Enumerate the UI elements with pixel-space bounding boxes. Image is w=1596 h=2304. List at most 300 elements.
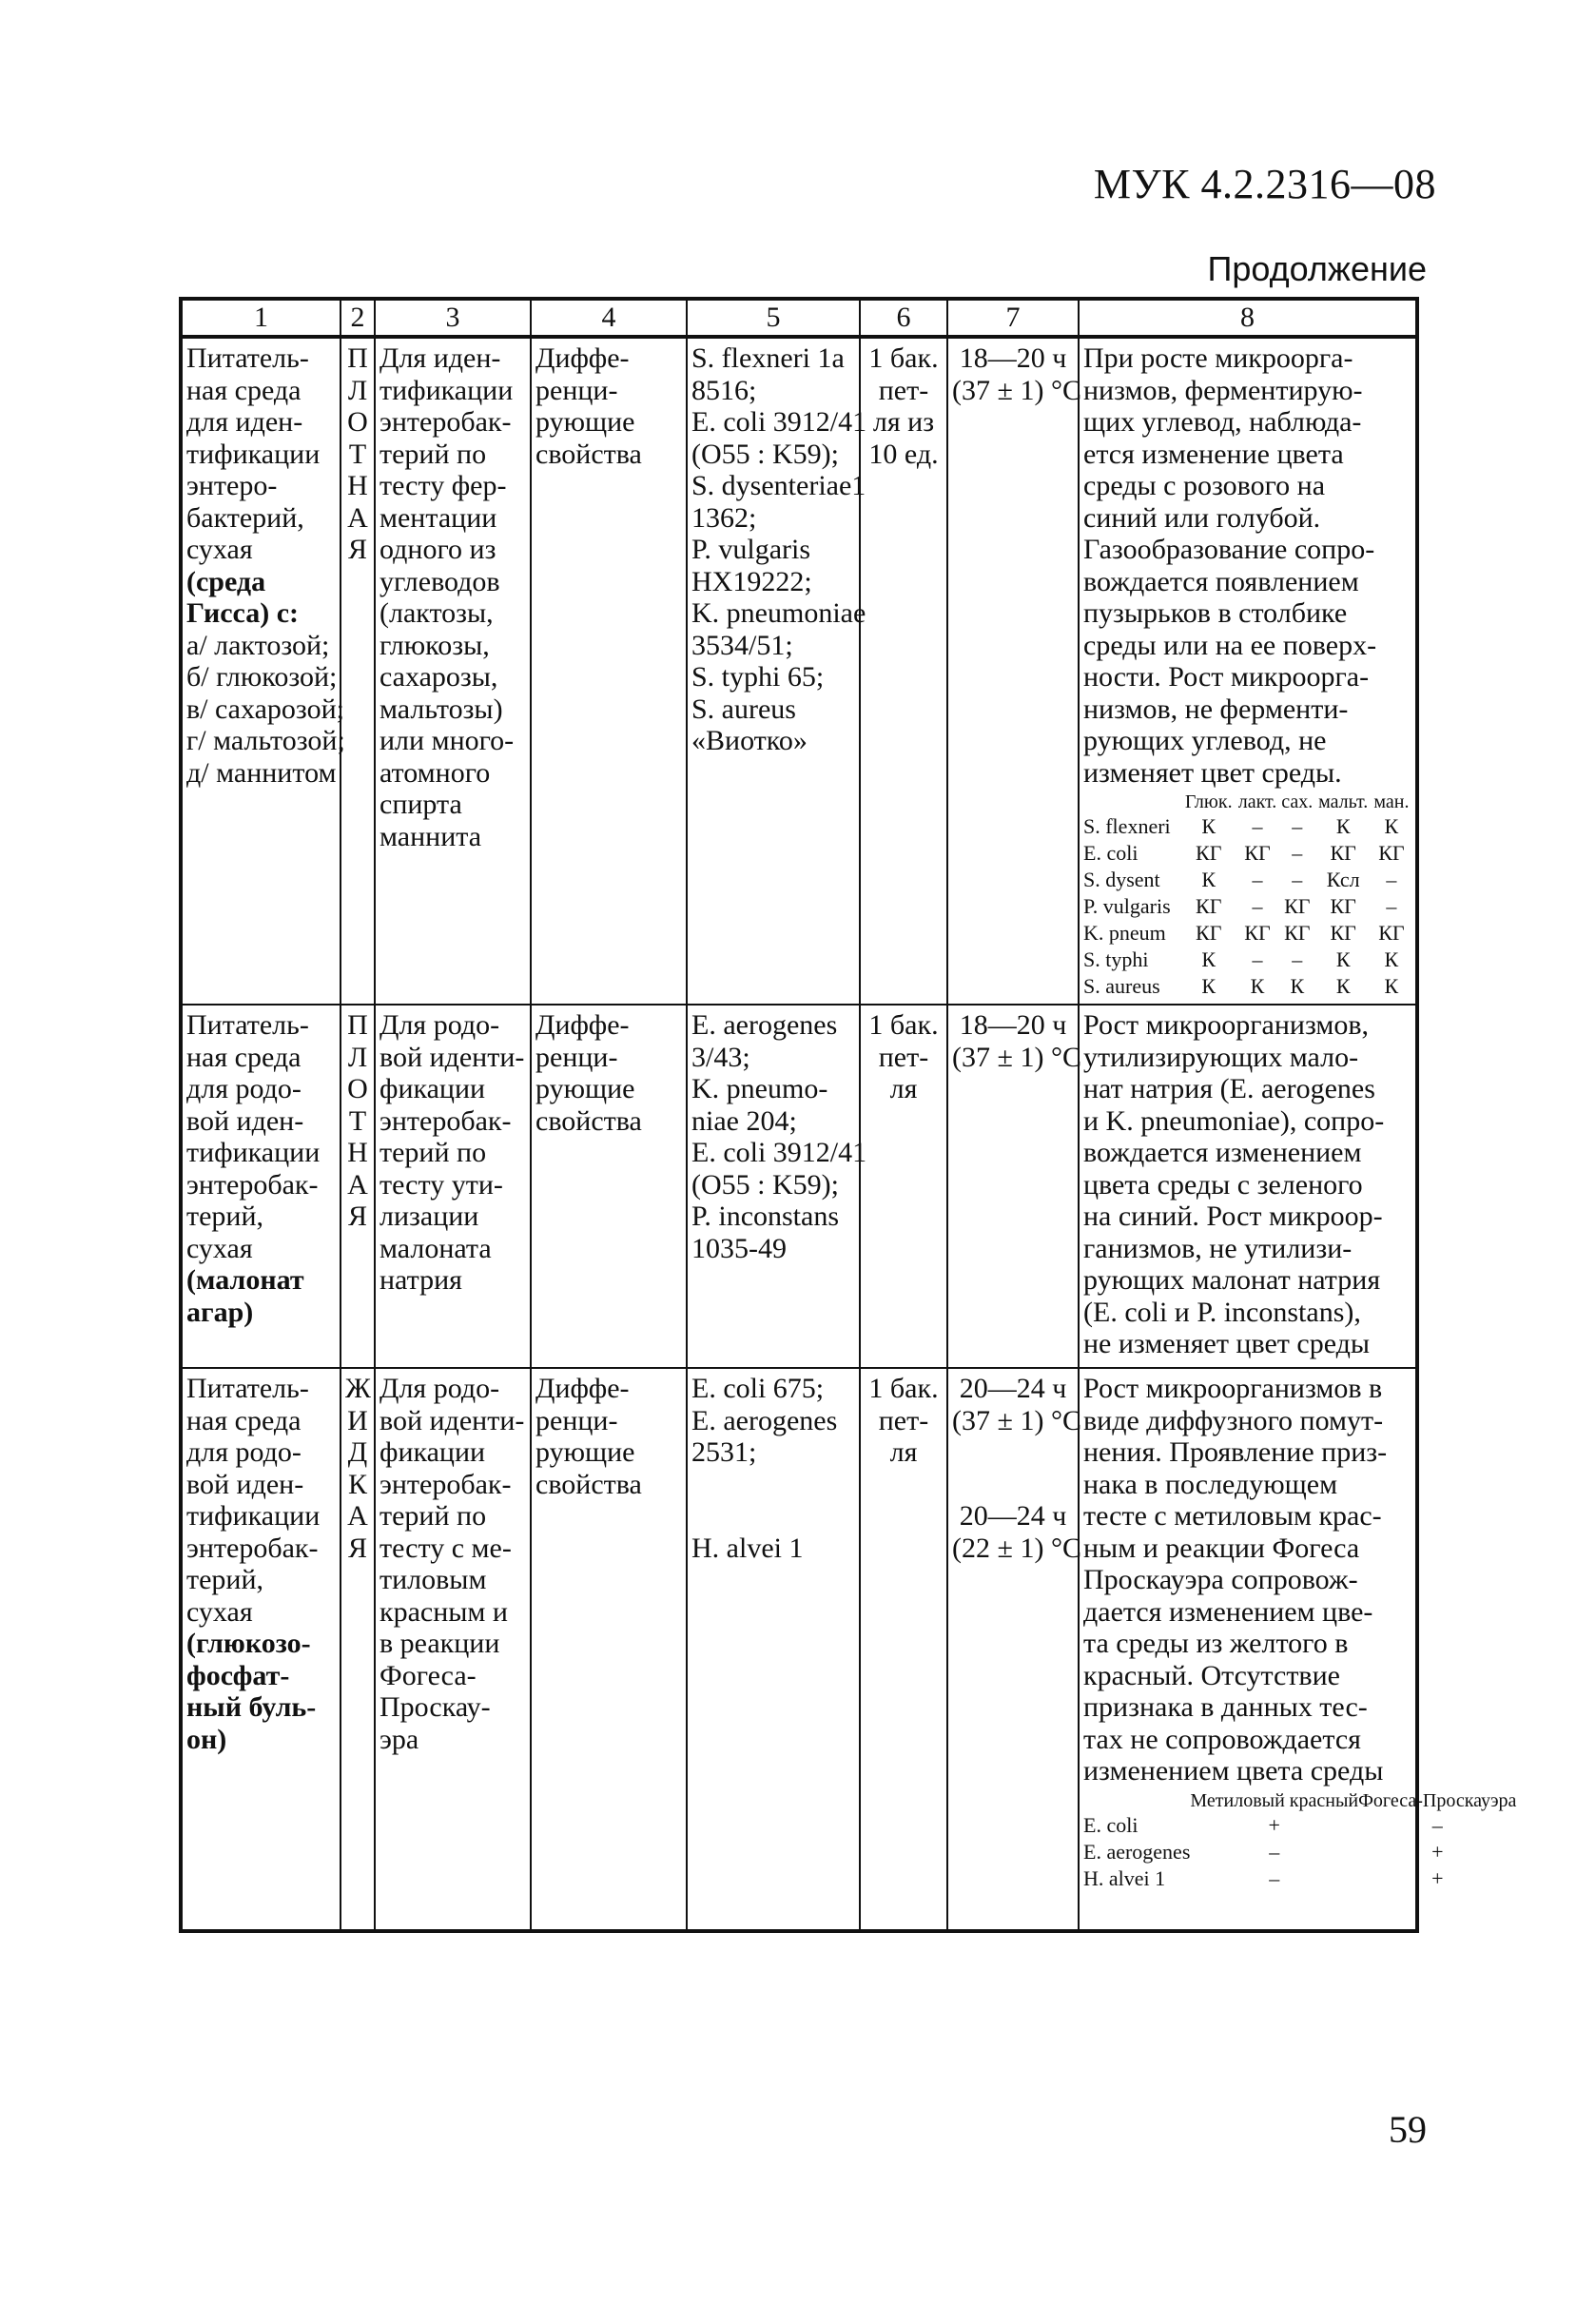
cell-line: бактерий,: [186, 501, 304, 534]
reaction-value: КГ: [1330, 921, 1356, 945]
cell-line: спирта: [380, 789, 462, 820]
reaction-value: К: [1335, 947, 1351, 971]
cell-line: (37 ± 1) °С: [952, 1404, 1081, 1436]
inoculum-cell: [860, 1005, 947, 1368]
cell-line: Питатель-: [186, 342, 309, 374]
reaction-value: –: [1292, 947, 1303, 971]
consistency-letter: Н: [347, 1137, 368, 1168]
consistency-letter: И: [347, 1404, 368, 1436]
column-header: 3: [375, 299, 531, 337]
cell-line: ганизмов, не утилизи-: [1083, 1232, 1353, 1264]
cell-line: не изменяет цвет среды: [1083, 1328, 1371, 1359]
table-row: [181, 1005, 1417, 1368]
cell-line: (37 ± 1) °С: [952, 1041, 1081, 1073]
cell-line: 1035-49: [691, 1232, 787, 1264]
purpose-cell: [375, 1005, 531, 1368]
cell-line-bold: (малонат: [186, 1264, 304, 1296]
result-cell: [1079, 1368, 1517, 1931]
cell-line: тификации: [186, 1500, 321, 1532]
result-cell: [1079, 1005, 1417, 1368]
consistency-letter: Я: [347, 1201, 367, 1232]
cell-line: K. pneumo-: [691, 1073, 828, 1104]
cell-line: терий по: [380, 438, 487, 470]
subtable-header: лакт.: [1237, 791, 1277, 812]
consistency-letter: Н: [347, 470, 368, 501]
test-strains-cell: [687, 337, 867, 1005]
cell-line: сухая: [186, 1232, 253, 1264]
column-header: 6: [860, 299, 947, 337]
cell-line: ренци-: [535, 374, 618, 406]
cell-line: малоната: [380, 1232, 492, 1264]
reaction-value: КГ: [1330, 841, 1356, 865]
cell-line: низмов, не ферменти-: [1083, 693, 1349, 725]
reaction-value: К: [1384, 974, 1399, 998]
cell-line: на синий. Рост микроор-: [1083, 1201, 1383, 1232]
cell-line: 20—24 ч: [959, 1500, 1067, 1532]
cell-line: одного из: [380, 534, 496, 565]
cell-line: (22 ± 1) °С: [952, 1532, 1081, 1564]
cell-line: рующие: [535, 1436, 635, 1468]
consistency-letter: О: [347, 1073, 368, 1104]
subtable-header: [1083, 1789, 1190, 1812]
cell-line: свойства: [535, 1104, 642, 1137]
cell-line: свойства: [535, 1468, 642, 1500]
subtable-row: [1083, 920, 1411, 947]
cell-line: вой иденти-: [380, 1041, 525, 1073]
reaction-value: +: [1268, 1812, 1280, 1837]
cell-line: для родо-: [186, 1073, 302, 1104]
cell-line: тификации: [186, 1137, 321, 1168]
cell-line: эра: [380, 1723, 419, 1755]
cell-line: Рост микроорганизмов в: [1083, 1373, 1383, 1404]
subtable-header-row: [1083, 1789, 1516, 1812]
cell-line: 2531;: [691, 1436, 757, 1468]
consistency-cell: [341, 1005, 375, 1368]
organism-label: S. dysent: [1083, 868, 1160, 891]
cell-line: вой иден-: [186, 1104, 304, 1137]
cell-line: среды с розового на: [1083, 470, 1326, 501]
cell-line: Для иден-: [380, 342, 501, 374]
cell-line-bold: ный буль-: [186, 1691, 317, 1723]
cell-line: 1 бак.: [868, 1009, 939, 1041]
cell-line: 20—24 ч: [959, 1373, 1067, 1404]
subtable-row: [1083, 893, 1411, 920]
cell-line: Питатель-: [186, 1373, 309, 1404]
reaction-value: КГ: [1244, 921, 1271, 945]
cell-line: тесту с ме-: [380, 1532, 512, 1564]
cell-line: признака в данных тес-: [1083, 1691, 1368, 1723]
reaction-value: –: [1431, 1812, 1443, 1837]
cell-line-bold: (глюкозо-: [186, 1628, 311, 1659]
consistency-cell: [341, 1368, 375, 1931]
column-header: 8: [1079, 299, 1417, 337]
cell-line: K. pneumoniae: [691, 597, 866, 629]
reaction-value: КГ: [1378, 841, 1405, 865]
cell-line: niae 204;: [691, 1104, 797, 1137]
page-number: 59: [1389, 2108, 1427, 2151]
organism-label: S. aureus: [1083, 974, 1160, 998]
cell-line: фикации: [380, 1436, 486, 1468]
cell-line: атомного: [380, 756, 491, 789]
cell-line: (O55 : K59);: [691, 1168, 839, 1201]
cell-line: в реакции: [380, 1628, 500, 1659]
cell-line: вой иден-: [186, 1468, 304, 1500]
cell-line: нака в последующем: [1083, 1468, 1338, 1500]
cell-line: энтеробак-: [186, 1532, 319, 1564]
cell-line: S. flexneri 1a: [691, 342, 845, 374]
cell-line: рующих малонат натрия: [1083, 1264, 1381, 1296]
consistency-letter: А: [347, 1500, 368, 1532]
cell-line: 1362;: [691, 501, 757, 534]
consistency-letter: Д: [347, 1436, 368, 1468]
cell-line: энтеро-: [186, 470, 278, 501]
reaction-value: К: [1201, 868, 1216, 891]
cell-line: HX19222;: [691, 565, 812, 597]
cell-line: терий по: [380, 1137, 487, 1168]
consistency-letter: П: [347, 1009, 368, 1041]
cell-line: углеводов: [380, 565, 500, 597]
table-header-row: [181, 299, 1417, 337]
consistency-letter: А: [347, 501, 368, 534]
cell-line: тесте с метиловым крас-: [1083, 1500, 1382, 1532]
reaction-value: К: [1290, 974, 1305, 998]
cell-line: пет-: [878, 374, 929, 406]
reaction-value: –: [1386, 868, 1397, 891]
cell-line: E. coli 675;: [691, 1373, 825, 1404]
cell-line: щих углевод, наблюда-: [1083, 406, 1362, 438]
subtable-header: [1083, 791, 1182, 813]
subtable-row: [1083, 867, 1411, 893]
cell-line: вождается появлением: [1083, 565, 1359, 597]
cell-line: красный. Отсутствие: [1083, 1659, 1340, 1691]
cell-line: ля: [889, 1073, 918, 1104]
cell-line: рующих углевод, не: [1083, 725, 1327, 756]
cell-line: для иден-: [186, 406, 303, 438]
cell-line: Диффе-: [535, 1373, 630, 1404]
cell-line: пет-: [878, 1404, 929, 1436]
cell-line: 1 бак.: [868, 1373, 939, 1404]
subtable-row: [1083, 813, 1411, 840]
reaction-value: –: [1386, 894, 1397, 918]
subtable-header: сах.: [1281, 791, 1314, 812]
consistency-letter: О: [347, 406, 368, 438]
cell-line: ется изменение цвета: [1083, 438, 1344, 470]
cell-line: изменяет цвет среды.: [1083, 756, 1342, 789]
cell-line: сухая: [186, 1595, 253, 1628]
cell-line: лизации: [380, 1201, 479, 1232]
cell-line: (O55 : K59);: [691, 438, 839, 470]
cell-line: P. inconstans: [691, 1201, 840, 1232]
cell-line: маннита: [380, 820, 482, 852]
test-strains-cell: [687, 1005, 867, 1368]
fermentation-subtable: [1083, 791, 1411, 1000]
cell-line-bold: агар): [186, 1296, 254, 1328]
cell-line: 18—20 ч: [959, 342, 1067, 374]
reaction-value: –: [1252, 947, 1263, 971]
subtable-header: Метиловый красный: [1190, 1789, 1359, 1811]
consistency-letter: Т: [348, 1104, 367, 1137]
reaction-value: К: [1201, 974, 1216, 998]
cell-line: тификации: [186, 438, 321, 470]
cell-line-bold: (среда: [186, 565, 266, 597]
consistency-letter: Т: [348, 438, 367, 470]
cell-line: г/ мальтозой;: [186, 725, 345, 756]
organism-label: E. aerogenes: [1083, 1839, 1191, 1864]
organism-label: E. coli: [1083, 1812, 1139, 1837]
cell-line: ля: [889, 1436, 918, 1468]
cell-line: энтеробак-: [380, 1104, 512, 1137]
medium-name-cell: [181, 1368, 341, 1931]
indicator-cell: [531, 1005, 687, 1368]
cell-line: рующие: [535, 406, 635, 438]
column-header: 1: [181, 299, 341, 337]
reaction-value: КГ: [1196, 841, 1222, 865]
subtable-row: [1083, 1865, 1516, 1892]
organism-label: P. vulgaris: [1083, 894, 1171, 918]
spacer: [952, 1436, 1074, 1500]
cell-line: Диффе-: [535, 1009, 630, 1041]
cell-line: б/ глюкозой;: [186, 661, 338, 693]
cell-line: ля из: [872, 406, 935, 438]
cell-line: терий,: [186, 1564, 264, 1595]
cell-line: тесту ути-: [380, 1168, 503, 1201]
inoculum-cell: [860, 337, 947, 1005]
subtable-row: [1083, 1839, 1516, 1865]
cell-line: тах не сопровождается: [1083, 1723, 1361, 1755]
inoculum-cell: [860, 1368, 947, 1931]
reaction-value: +: [1431, 1839, 1444, 1864]
cell-line: P. vulgaris: [691, 534, 811, 565]
cell-line: энтеробак-: [380, 406, 512, 438]
reaction-value: +: [1431, 1865, 1444, 1890]
cell-line: Для родо-: [380, 1373, 500, 1404]
cell-line: ности. Рост микроорга-: [1083, 661, 1370, 693]
incubation-cell: [947, 337, 1079, 1005]
cell-line: та среды из желтого в: [1083, 1628, 1349, 1659]
cell-line: ренци-: [535, 1041, 618, 1073]
reaction-value: –: [1252, 814, 1263, 838]
cell-line: 3534/51;: [691, 629, 793, 661]
consistency-letter: Я: [347, 1532, 367, 1564]
cell-line-bold: он): [186, 1723, 227, 1755]
indicator-cell: [531, 337, 687, 1005]
subtable-header: ман.: [1373, 791, 1410, 812]
cell-line: тиловым: [380, 1564, 487, 1595]
column-header: 5: [687, 299, 860, 337]
subtable-row: [1083, 840, 1411, 867]
incubation-cell: [947, 1368, 1079, 1931]
column-header: 2: [341, 299, 375, 337]
reaction-value: КГ: [1284, 921, 1311, 945]
reaction-value: К: [1201, 814, 1216, 838]
cell-line: мальтозы): [380, 693, 503, 725]
cell-line: S. aureus: [691, 693, 796, 725]
cell-line: (лактозы,: [380, 597, 494, 629]
organism-label: K. pneum: [1083, 921, 1166, 945]
incubation-cell: [947, 1005, 1079, 1368]
reaction-value: КГ: [1378, 921, 1405, 945]
cell-line: вой иденти-: [380, 1404, 525, 1436]
consistency-letter: А: [347, 1168, 368, 1201]
cell-line: цвета среды с зеленого: [1083, 1168, 1363, 1201]
purpose-cell: [375, 1368, 531, 1931]
result-cell: [1079, 337, 1417, 1005]
cell-line: сахарозы,: [380, 661, 498, 693]
reaction-value: К: [1384, 814, 1399, 838]
table-row: [181, 1368, 1417, 1931]
cell-line: нат натрия (E. aerogenes: [1083, 1073, 1375, 1104]
reaction-value: –: [1269, 1839, 1280, 1864]
column-header: 7: [947, 299, 1079, 337]
cell-line: терий,: [186, 1201, 264, 1232]
consistency-letter: Л: [347, 1041, 368, 1073]
cell-line: ментации: [380, 501, 497, 534]
cell-line: а/ лактозой;: [186, 629, 330, 661]
reaction-value: Ксл: [1326, 868, 1360, 891]
cell-line: или много-: [380, 725, 515, 756]
subtable-row: [1083, 947, 1411, 973]
cell-line: Питатель-: [186, 1009, 309, 1041]
purpose-cell: [375, 337, 531, 1005]
cell-line: нения. Проявление приз-: [1083, 1436, 1388, 1468]
mr-vp-subtable: [1083, 1789, 1516, 1892]
cell-line: рующие: [535, 1073, 635, 1104]
organism-label: S. flexneri: [1083, 814, 1171, 838]
cell-line: 18—20 ч: [959, 1009, 1067, 1041]
cell-line: E. aerogenes: [691, 1009, 838, 1041]
cell-line: терий по: [380, 1500, 487, 1532]
cell-line: Газообразование сопро-: [1083, 534, 1375, 565]
cell-line: ная среда: [186, 1404, 302, 1436]
cell-line: для родо-: [186, 1436, 302, 1468]
subtable-header: Фогеса-Проскауэра: [1358, 1789, 1517, 1811]
subtable-header-row: [1083, 791, 1411, 813]
cell-line: фикации: [380, 1073, 486, 1104]
consistency-letter: Ж: [345, 1373, 371, 1404]
test-strains-cell: [687, 1368, 860, 1931]
cell-line: ная среда: [186, 1041, 302, 1073]
reaction-value: К: [1335, 974, 1351, 998]
reaction-value: –: [1292, 868, 1303, 891]
reaction-value: –: [1252, 868, 1263, 891]
reaction-value: К: [1384, 947, 1399, 971]
cell-line: (37 ± 1) °С: [952, 374, 1081, 406]
subtable-row: [1083, 1812, 1516, 1839]
document-code: МУК 4.2.2316—08: [1093, 161, 1436, 207]
medium-name-cell: [181, 1005, 341, 1368]
consistency-letter: К: [347, 1468, 367, 1500]
cell-line: вождается изменением: [1083, 1137, 1362, 1168]
cell-line: энтеробак-: [186, 1168, 319, 1201]
cell-line: дается изменением цве-: [1083, 1595, 1373, 1628]
cell-line: в/ сахарозой;: [186, 693, 344, 725]
reaction-value: КГ: [1330, 894, 1356, 918]
cell-line: E. coli 3912/41: [691, 1137, 867, 1168]
cell-line: энтеробак-: [380, 1468, 512, 1500]
reaction-value: –: [1252, 894, 1263, 918]
cell-line: Фогеса-: [380, 1659, 477, 1691]
consistency-letter: Л: [347, 374, 368, 406]
cell-line: красным и: [380, 1595, 508, 1628]
indicator-cell: [531, 1368, 687, 1931]
cell-line-bold: фосфат-: [186, 1659, 290, 1691]
reaction-value: –: [1292, 814, 1303, 838]
cell-line: S. dysenteriae1: [691, 470, 866, 501]
cell-line: (E. coli и P. inconstans),: [1083, 1296, 1361, 1328]
cell-line: ным и реакции Фогеса: [1083, 1532, 1360, 1564]
cell-line: сухая: [186, 534, 253, 565]
cell-line: Для родо-: [380, 1009, 500, 1041]
reaction-value: К: [1335, 814, 1351, 838]
cell-line: H. alvei 1: [691, 1532, 804, 1564]
column-header: 4: [531, 299, 687, 337]
cell-line: 1 бак.: [868, 342, 939, 374]
cell-line: E. coli 3912/41: [691, 406, 867, 438]
cell-line: натрия: [380, 1264, 462, 1296]
cell-line: «Виотко»: [691, 725, 808, 756]
cell-line: Проскау-: [380, 1691, 491, 1723]
cell-line: среды или на ее поверх-: [1083, 629, 1377, 661]
reaction-value: КГ: [1244, 841, 1271, 865]
table-row: [181, 337, 1417, 1005]
cell-line: При росте микроорга-: [1083, 342, 1353, 374]
continuation-label: Продолжение: [1207, 249, 1427, 288]
organism-label: E. coli: [1083, 841, 1139, 865]
consistency-cell: [341, 337, 375, 1005]
reaction-value: КГ: [1284, 894, 1311, 918]
cell-line: свойства: [535, 438, 642, 470]
reaction-value: –: [1269, 1865, 1280, 1890]
subtable-header: мальт.: [1318, 791, 1369, 812]
cell-line: 8516;: [691, 374, 757, 406]
cell-line: 3/43;: [691, 1041, 750, 1073]
cell-line: тесту фер-: [380, 470, 507, 501]
cell-line: E. aerogenes: [691, 1404, 838, 1436]
subtable-header: Глюк.: [1184, 791, 1233, 812]
subtable-row: [1083, 973, 1411, 1000]
cell-line: Рост микроорганизмов,: [1083, 1009, 1370, 1041]
spacer: [691, 1469, 855, 1533]
cell-line: изменением цвета среды: [1083, 1755, 1384, 1787]
cell-line: тификации: [380, 374, 514, 406]
cell-line: утилизирующих мало-: [1083, 1041, 1359, 1073]
reaction-value: –: [1292, 841, 1303, 865]
cell-line: 10 ед.: [868, 438, 939, 470]
cell-line: пет-: [878, 1041, 929, 1073]
reaction-value: КГ: [1196, 921, 1222, 945]
cell-line: и K. pneumoniae), сопро-: [1083, 1104, 1385, 1137]
cell-line: S. typhi 65;: [691, 661, 825, 693]
medium-name-cell: [181, 337, 345, 1005]
cell-line: ная среда: [186, 374, 302, 406]
reaction-value: КГ: [1196, 894, 1222, 918]
cell-line: д/ маннитом: [186, 756, 337, 789]
cell-line: Проскауэра сопровож-: [1083, 1564, 1358, 1595]
consistency-letter: П: [347, 342, 368, 374]
organism-label: S. typhi: [1083, 947, 1149, 971]
cell-line: виде диффузного помут-: [1083, 1404, 1384, 1436]
cell-line: синий или голубой.: [1083, 501, 1321, 534]
cell-line: ренци-: [535, 1404, 618, 1436]
cell-line: пузырьков в столбике: [1083, 597, 1348, 629]
cell-line: глюкозы,: [380, 629, 490, 661]
reaction-value: К: [1250, 974, 1265, 998]
media-table: [179, 297, 1517, 1933]
cell-line: Диффе-: [535, 342, 630, 374]
cell-line: низмов, ферментирую-: [1083, 374, 1363, 406]
organism-label: H. alvei 1: [1083, 1865, 1166, 1890]
cell-line-bold: Гисса) с:: [186, 597, 300, 629]
